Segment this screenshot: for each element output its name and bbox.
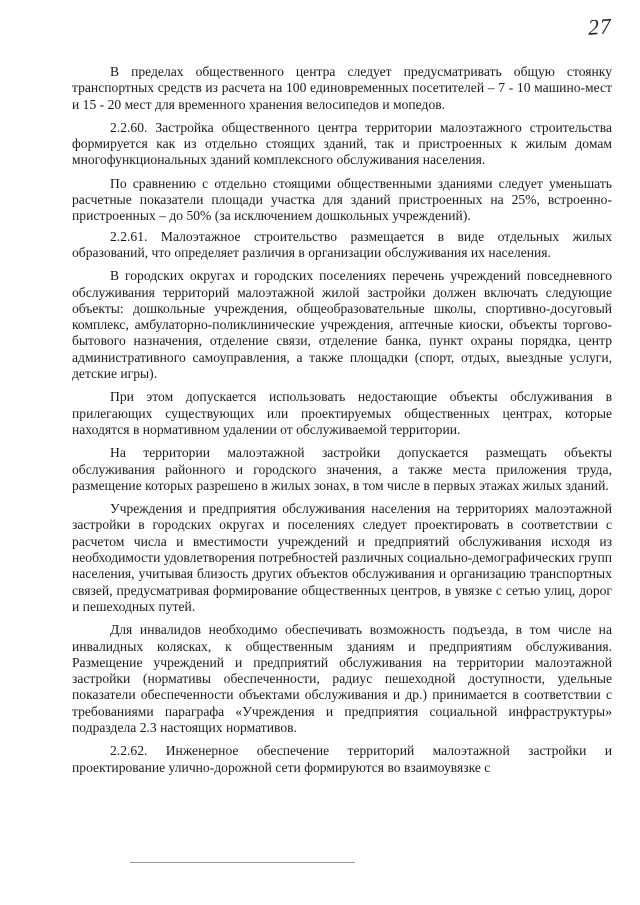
paragraph-district-objects: На территории малоэтажной застройки допускается размещать объекты обслуживания районного и городского значения, а также места приложения труда, размещение которых разрешено в жилых зонах, в том числе в первых этажах жилых зданий.	[72, 445, 612, 493]
paragraph-2-2-60: 2.2.60. Застройка общественного центра территории малоэтажного строительства формируется как из отдельно стоящих зданий, так и пристроенных к жилым домам многофункциональных зданий комплексного обслуживания населения.	[72, 119, 612, 168]
bottom-rule	[130, 862, 355, 863]
paragraph-parking: В пределах общественного центра следует предусматривать общую стоянку транспортных средств из расчета на 100 единовременных посетителей – 7 - 10 машино-мест и 15 - 20 мест для временного хранения велосипедов и мопедов.	[72, 64, 612, 112]
page-number: 27	[587, 13, 613, 40]
document-body	[72, 64, 612, 780]
paragraph-area-reduction: По сравнению с отдельно стоящими общественными зданиями следует уменьшать расчетные показатели площади участка для зданий пристроенных на 25%, встроенно-пристроенных – до 50% (за исключением дошкольных учреждений).	[72, 175, 612, 224]
paragraph-2-2-61: 2.2.61. Малоэтажное строительство размещается в виде отдельных жилых образований, что определяет различия в организации обслуживания их населения.	[72, 228, 612, 260]
paragraph-service-design: Учреждения и предприятия обслуживания населения на территориях малоэтажной застройки в городских округах и поселениях следует проектировать в соответствии с расчетом числа и вместимости учреждений и предприятий обслуживания исходя из необходимости удовлетворения потребностей различных социально-демографических групп населения, учитывая близость других объектов обслуживания и организацию транспортных связей, предусматривая формирование общественных центров, в увязке с сетью улиц, дорог и пешеходных путей.	[72, 501, 612, 614]
paragraph-2-2-62: 2.2.62. Инженерное обеспечение территорий малоэтажной застройки и проектирование улично-дорожной сети формируются во взаимоувязке с	[72, 743, 612, 775]
paragraph-accessibility: Для инвалидов необходимо обеспечивать возможность подъезда, в том числе на инвалидных колясках, к общественным зданиям и предприятиям обслуживания. Размещение учреждений и предприятий обслуживания на территории малоэтажной застройки (нормативы обеспеченности, радиус пешеходной доступности, удельные показатели обеспеченности объектами обслуживания и др.) принимается в соответствии с требованиями параграфа «Учреждения и предприятия социальной инфраструктуры» подраздела 2.3 настоящих нормативов.	[72, 622, 612, 735]
paragraph-services-list: В городских округах и городских поселениях перечень учреждений повседневного обслуживания территорий малоэтажной жилой застройки должен включать следующие объекты: дошкольные учреждения, общеобразовательные школы, спортивно-досуговый комплекс, амбулаторно-поликлинические учреждения, аптечные киоски, объекты торгово-бытового назначения, отделение связи, отделение банка, пункт охраны порядка, центр административного самоуправления, а также площадки (спорт, отдых, выездные услуги, детские игры).	[72, 268, 612, 382]
paragraph-adjacent-centers: При этом допускается использовать недостающие объекты обслуживания в прилегающих существующих или проектируемых общественных центрах, которые находятся в нормативном удалении от обслуживаемой территории.	[72, 389, 612, 437]
